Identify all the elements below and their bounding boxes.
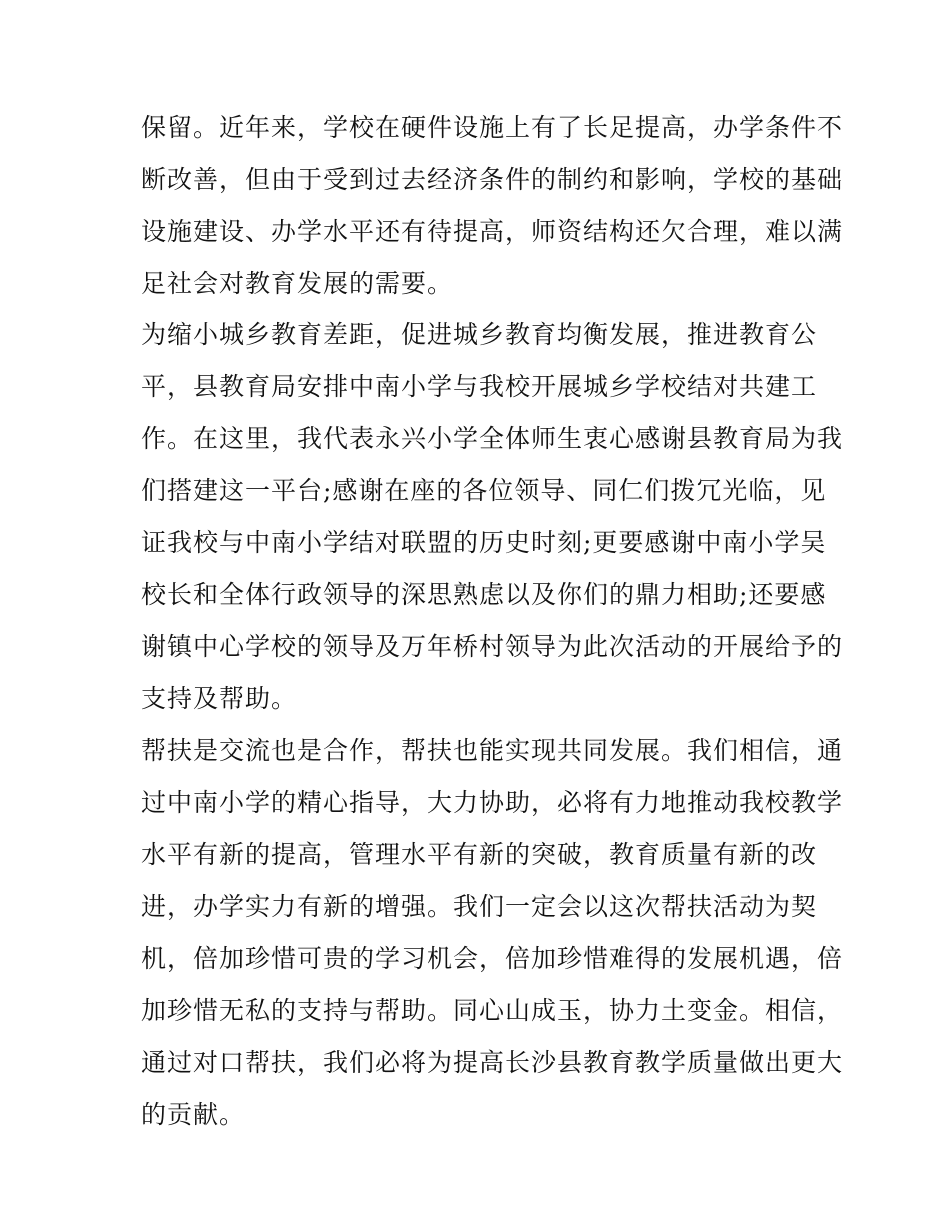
text-line: 校长和全体行政领导的深思熟虑以及你们的鼎力相助;还要感 [141,580,827,609]
text-line: 机，倍加珍惜可贵的学习机会，倍加珍惜难得的发展机遇，倍 [141,944,844,973]
text-line: 断改善，但由于受到过去经济条件的制约和影响，学校的基础 [141,165,844,194]
text-line: 足社会对教育发展的需要。 [141,269,454,298]
text-line: 作。在这里，我代表永兴小学全体师生衷心感谢县教育局为我 [141,424,844,453]
text-line: 保留。近年来，学校在硬件设施上有了长足提高，办学条件不 [141,113,844,142]
text-line: 帮扶是交流也是合作，帮扶也能实现共同发展。我们相信，通 [141,736,844,765]
text-line: 的贡献。 [141,1100,246,1129]
text-line: 平，县教育局安排中南小学与我校开展城乡学校结对共建工 [141,372,818,401]
text-line: 为缩小城乡教育差距，促进城乡教育均衡发展，推进教育公 [141,320,818,349]
text-line: 通过对口帮扶，我们必将为提高长沙县教育教学质量做出更大 [141,1048,844,1077]
text-line: 谢镇中心学校的领导及万年桥村领导为此次活动的开展给予的 [141,632,844,661]
text-line: 证我校与中南小学结对联盟的历史时刻;更要感谢中南小学吴 [141,528,827,557]
text-line: 设施建设、办学水平还有待提高，师资结构还欠合理，难以满 [141,217,844,246]
text-line: 们搭建这一平台;感谢在座的各位领导、同仁们拨冗光临，见 [141,476,827,505]
text-line: 过中南小学的精心指导，大力协助，必将有力地推动我校教学 [141,788,844,817]
text-line: 支持及帮助。 [141,684,298,713]
text-line: 进，办学实力有新的增强。我们一定会以这次帮扶活动为契 [141,892,818,921]
text-line: 加珍惜无私的支持与帮助。同心山成玉，协力土变金。相信， [141,996,844,1025]
text-line: 水平有新的提高，管理水平有新的突破，教育质量有新的改 [141,840,818,869]
